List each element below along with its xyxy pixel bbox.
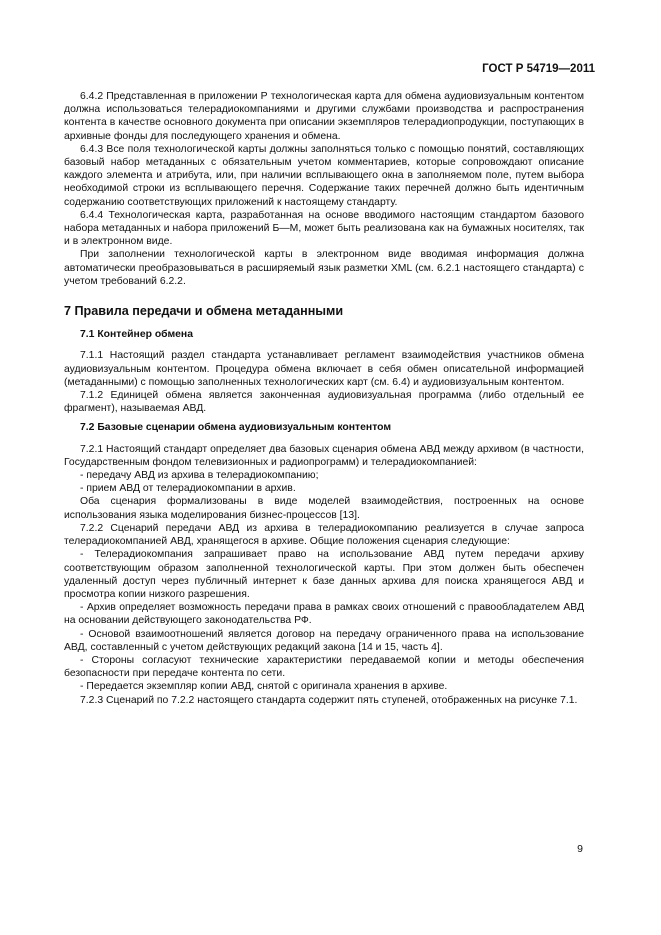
paragraph-7-1-1: 7.1.1 Настоящий раздел стандарта устанавливает регламент взаимодействия участников обмена аудиовизуальным контентом. Процедура обмена включает в себя обмен описательной информацией (метаданными) с помощью заполненных технологических карт (см. 6.4) и аудиовизуальным контентом. xyxy=(64,350,584,388)
subsection-7-1-title: 7.1 Контейнер обмена xyxy=(80,329,193,341)
page-number: 9 xyxy=(577,843,583,855)
paragraph-6-4-4: 6.4.4 Технологическая карта, разработанная на основе вводимого настоящим стандартом базового набора метаданных и набора приложений Б—М, может быть реализована как на бумажных носителях, так и в электронном виде. xyxy=(64,209,584,248)
paragraph-7-1-2: 7.1.2 Единицей обмена является законченная аудиовизуальная программа (либо отдельный ее фрагмент), называемая АВД. xyxy=(64,390,584,415)
paragraph-bpm: Оба сценария формализованы в виде моделей взаимодействия, построенных на основе использования языка моделирования бизнес-процессов [13]. xyxy=(64,496,584,521)
paragraph-6-4-2: 6.4.2 Представленная в приложении Р технологическая карта для обмена аудиовизуальным контентом должна использоваться телерадиокомпаниями и другими службами производства и распространения контента в качестве основного документа при описании экземпляров телерадиопродукции, поступающих в архивные фонды для последующего хранения и обмена. xyxy=(64,91,584,142)
paragraph-7-2-3: 7.2.3 Сценарий по 7.2.2 настоящего стандарта содержит пять ступеней, отображенных на рисунке 7.1. xyxy=(80,694,578,706)
subsection-7-2-title: 7.2 Базовые сценарии обмена аудиовизуальным контентом xyxy=(80,422,392,434)
list-item: - Передается экземпляр копии АВД, снятой с оригинала хранения в архиве. xyxy=(80,681,448,693)
document-code: ГОСТ Р 54719—2011 xyxy=(482,63,595,75)
list-item: - прием АВД от телерадиокомпании в архив. xyxy=(80,483,296,495)
list-item: - Архив определяет возможность передачи права в рамках своих отношений с правообладателем АВД на основании действующего законодательства РФ. xyxy=(64,602,584,627)
paragraph-7-2-1: 7.2.1 Настоящий стандарт определяет два базовых сценария обмена АВД между архивом (в частности, Государственным фондом телевизионных и радиопрограмм) и телерадиокомпанией: xyxy=(64,443,584,468)
section-7-title: 7 Правила передачи и обмена метаданными xyxy=(64,304,344,319)
list-item: - Основой взаимоотношений является договор на передачу ограниченного права на использование АВД, составленный с учетом действующих редакций закона [14 и 15, часть 4]. xyxy=(64,628,584,653)
list-item: - Телерадиокомпания запрашивает право на использование АВД путем передачи архиву соответствующим образом заполненной технологической карты. При этом должен быть обеспечен удаленный доступ через публичный интернет к базе данных архива для поиска хранящегося АВД и просмотра копии низкого разрешения. xyxy=(64,549,584,600)
document-body xyxy=(64,90,584,707)
paragraph-6-4-3: 6.4.3 Все поля технологической карты должны заполняться только с помощью понятий, составляющих базовый набор метаданных с обязательным учетом комментариев, которые сопровождают описание каждого элемента и атрибута, или, при наличии всплывающего окна в заполняемом поле, путем выбора необходимой строки из всплывающего перечня. Содержание таких перечней должно быть идентичным содержанию соответствующих приложений к настоящему стандарту. xyxy=(64,143,584,208)
list-item: - передачу АВД из архива в телерадиокомпанию; xyxy=(80,470,319,482)
paragraph-7-2-2: 7.2.2 Сценарий передачи АВД из архива в телерадиокомпанию реализуется в случае запроса телерадиокомпанией АВД, хранящегося в архиве. Общие положения сценария следующие: xyxy=(64,522,584,548)
list-item: - Стороны согласуют технические характеристики передаваемой копии и методы обеспечения безопасности при передаче контента по сети. xyxy=(64,654,584,680)
paragraph-xml-conversion: При заполнении технологической карты в электронном виде вводимая информация должна автоматически преобразовываться в расширяемый язык разметки XML (см. 6.2.1 настоящего стандарта) с учетом требований 6.2.2. xyxy=(64,249,584,287)
